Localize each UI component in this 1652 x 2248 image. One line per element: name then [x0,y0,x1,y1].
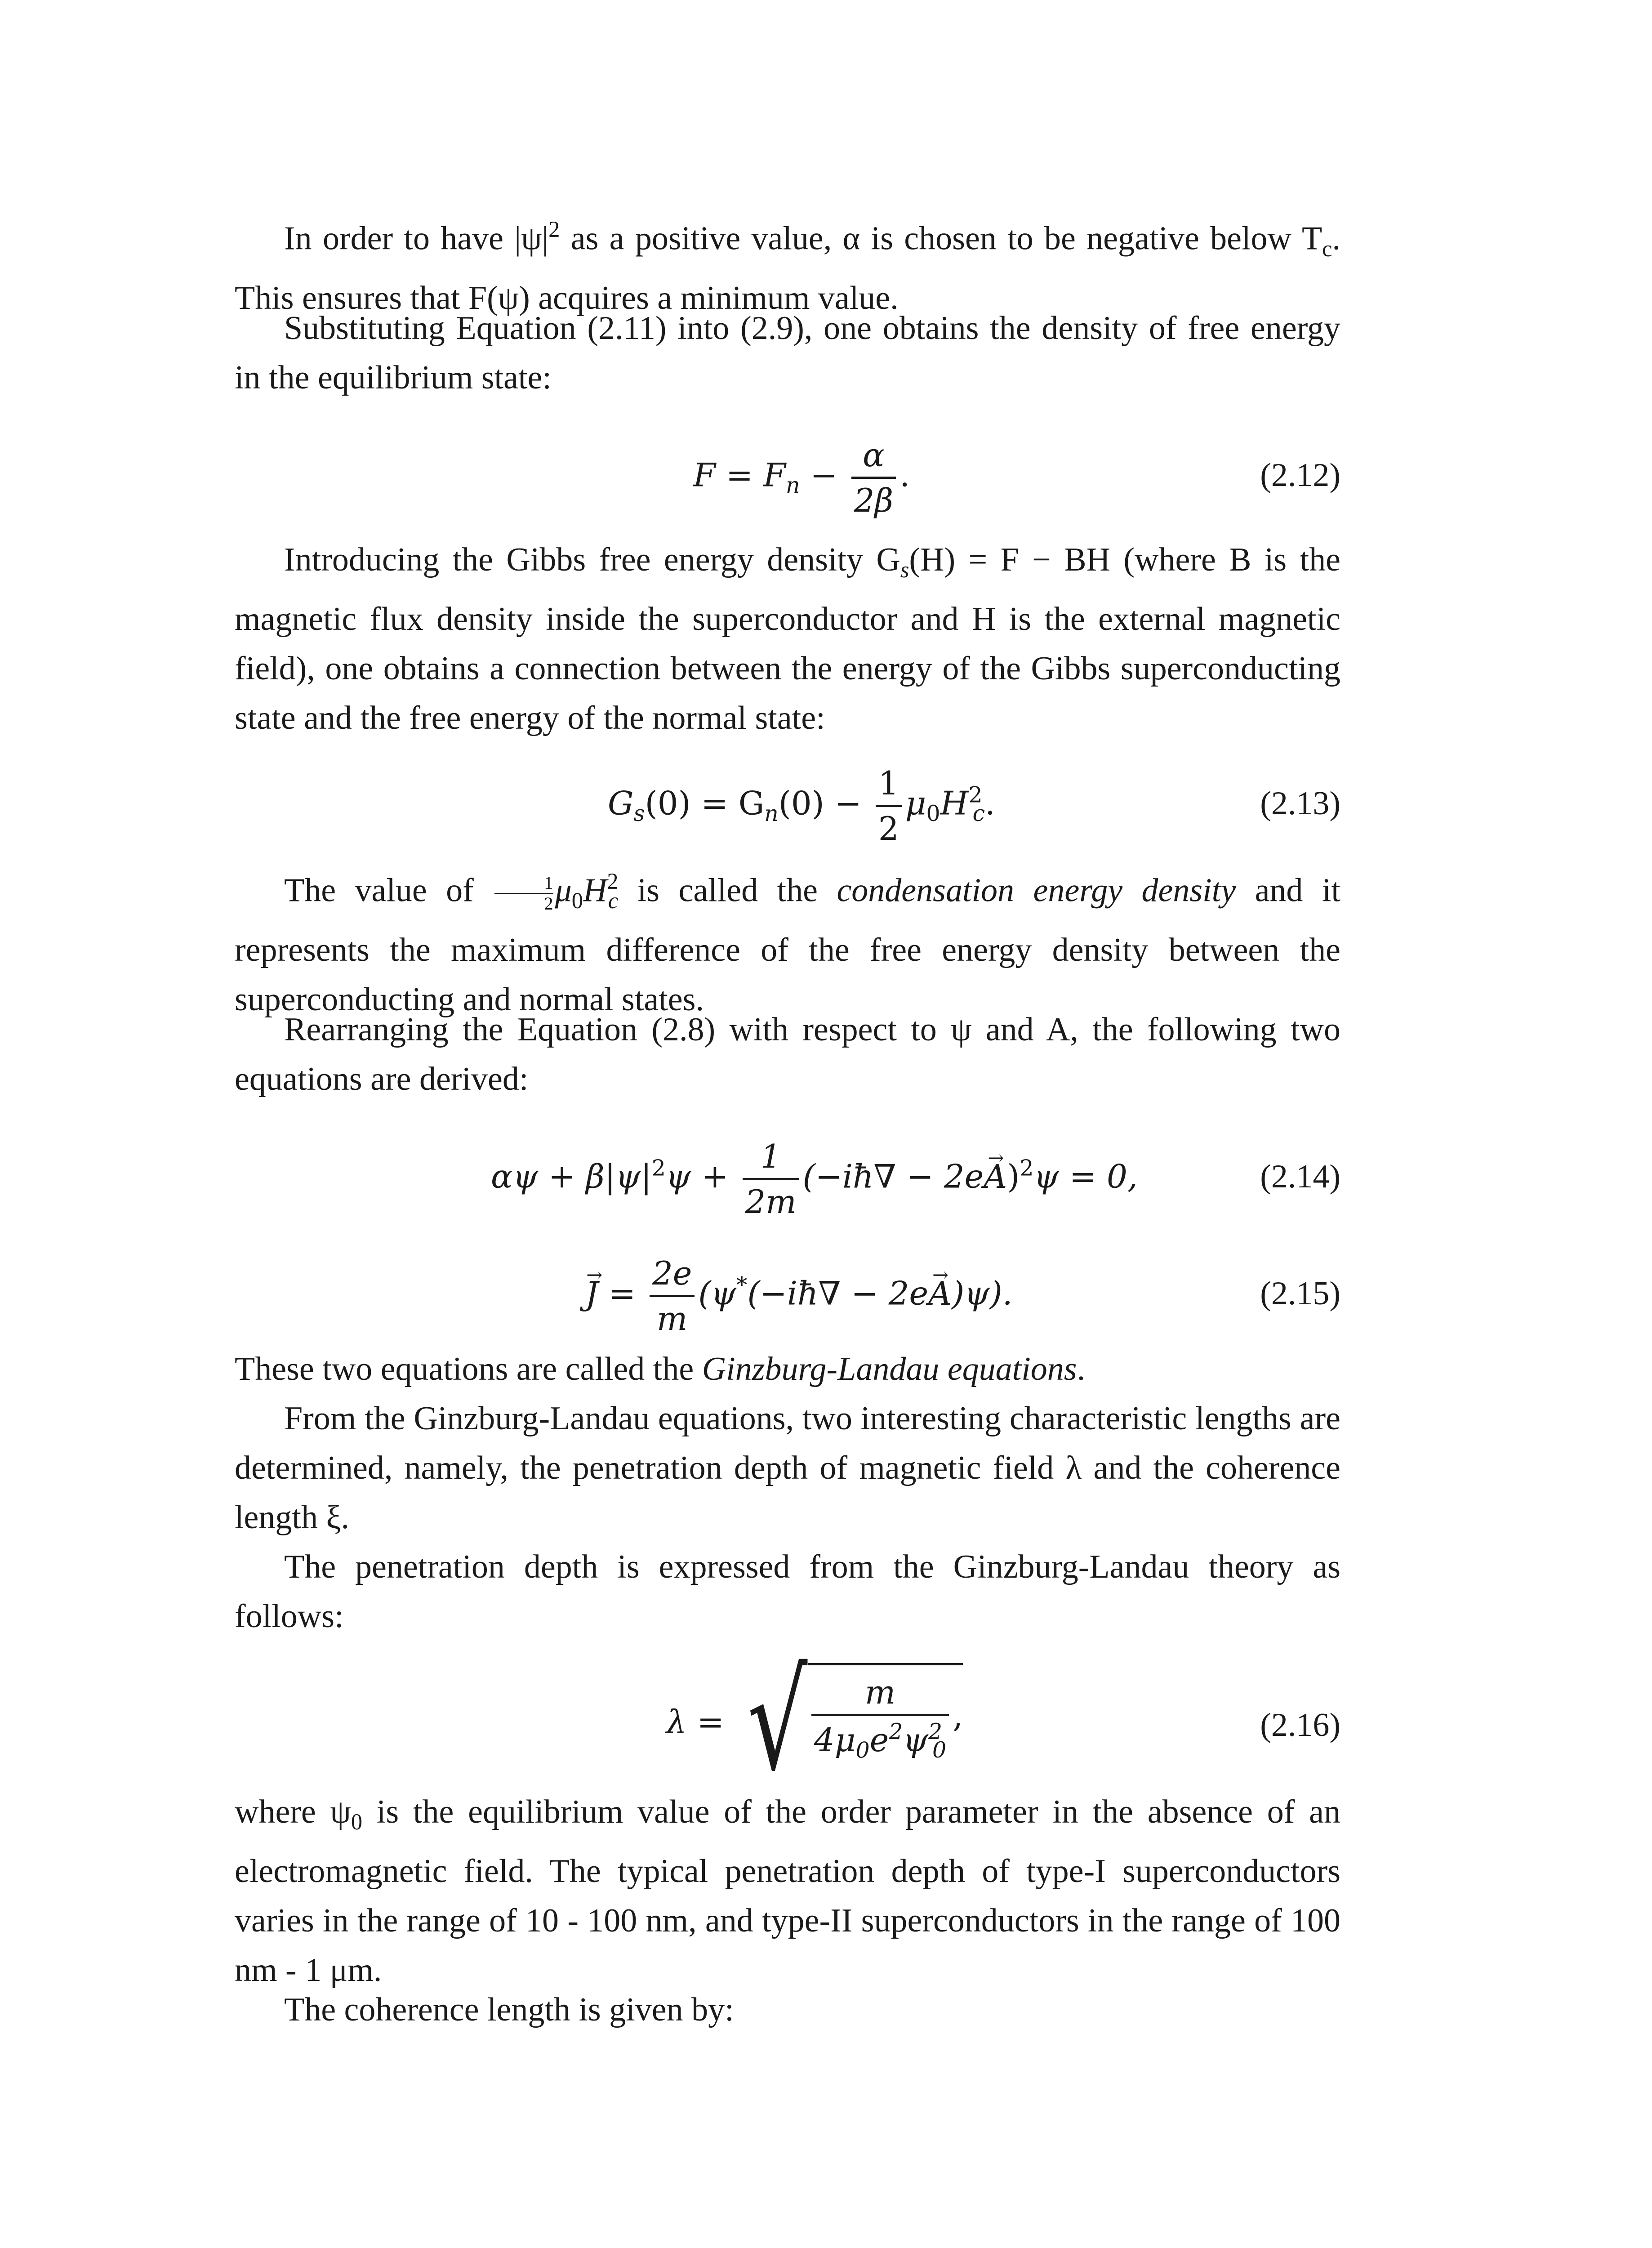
text: In order to have |ψ| [284,220,549,257]
text: as a positive value, α is chosen to be negative below T [560,220,1322,257]
math-text: . [899,456,910,494]
math-text: (0) = G [645,784,765,822]
fraction [811,1673,949,1763]
paragraph-gibbs [235,535,1340,743]
numerator: α [863,436,885,474]
text: . This ensures that F(ψ) acquires a minimum value. [235,220,1340,317]
numerator: m [864,1673,896,1711]
fraction [743,1137,799,1221]
text: μ [555,872,572,909]
paragraph-penetration-range [235,1787,1340,1995]
math-text: G [608,784,634,822]
equation-body [585,1254,1013,1338]
numerator: 1 [544,873,553,893]
subscript: s [900,557,909,583]
math-text: , [953,1696,963,1735]
denominator: m [650,1295,695,1338]
subscript: n [786,473,800,499]
numerator: 2e [652,1254,692,1292]
subscript: 0 [926,801,940,827]
math-text: ψ [903,1721,928,1759]
math-text: ) [1007,1157,1020,1195]
vector-symbol: → A [984,1158,1007,1195]
text: These two equations are called the [235,1351,702,1387]
text: where ψ [235,1793,351,1830]
square-root [735,1643,963,1800]
superscript: 2 [928,1718,943,1744]
fraction [650,1254,695,1338]
superscript: 2 [1020,1155,1034,1181]
denominator: 2 [494,893,553,914]
superscript: 2 [548,217,560,242]
paragraph-substituting: Substituting Equation (2.11) into (2.9), one obtains the density of free energy in the equilibrium state: [235,310,1340,396]
equation-number: (2.12) [1260,457,1340,494]
math-text: = [598,1274,646,1312]
equation-2-15 [235,1254,1340,1353]
emphasis: condensation energy density [837,872,1236,909]
math-text: (−iħ∇ − 2e [747,1274,929,1312]
math-text: 4μ [814,1721,856,1759]
equation-2-13 [235,764,1340,854]
inline-fraction [494,874,553,913]
math-text: (−iħ∇ − 2e [802,1157,984,1195]
math-text: λ = [666,1703,735,1741]
paragraph-characteristic-lengths: From the Ginzburg-Landau equations, two interesting characteristic lengths are determined, namely, the penetration depth of magnetic field λ and the coherence length ξ. [235,1400,1340,1536]
subscript: n [764,801,779,827]
emphasis: Ginzburg-Landau equations [702,1351,1077,1387]
equation-number: (2.15) [1260,1275,1340,1312]
denominator [811,1714,949,1763]
text: The value of [284,872,493,909]
numerator: 1 [878,764,899,802]
equation-number: (2.16) [1260,1707,1340,1744]
math-text: H [940,784,969,822]
math-text: ψ = 0, [1033,1157,1138,1195]
fraction [876,764,902,847]
subscript: c [972,801,985,827]
math-text: . [984,784,995,822]
subscript: 0 [351,1809,363,1835]
subscript: 0 [855,1737,870,1763]
superscript: 2 [968,782,983,808]
equation-body [491,1137,1138,1221]
math-text: − [800,456,848,494]
paragraph-coherence-length: The coherence length is given by: [284,1991,734,2028]
paragraph-condensation-energy [235,856,1340,1024]
superscript: 2 [607,869,619,894]
text: is called the [618,872,837,909]
denominator: 2m [743,1178,799,1221]
equation-2-14 [235,1137,1340,1236]
radical-sign: √ [747,1643,808,1800]
subscript: 0 [571,888,583,913]
equation-body [666,1643,963,1800]
denominator: 2 [876,805,902,847]
subscript: 0 [932,1737,947,1763]
subscript: c [1322,236,1332,261]
paragraph-gl-equations [235,1344,1340,1394]
equation-body [693,436,910,519]
equation-2-12 [235,436,1340,535]
text: is the equilibrium value of the order parameter in the absence of an electromagnetic field. The typical penetration depth of type-I superconductors varies in the range of 10 - 100 nm, and type-II superconductors in the range of 100 nm - 1 μm. [235,1793,1340,1989]
text: Introducing the Gibbs free energy density G [284,541,900,578]
superscript: 2 [651,1155,666,1181]
subscript: s [633,801,645,827]
superscript: * [736,1272,748,1298]
math-text: (0) − [778,784,872,822]
math-text: (ψ [698,1274,736,1312]
vector-symbol: → J [585,1275,598,1312]
equation-number: (2.14) [1260,1158,1340,1195]
math-text: μ [905,784,926,822]
radicand [808,1663,963,1763]
superscript: 2 [889,1718,903,1744]
numerator: 1 [760,1137,781,1175]
paragraph-rearranging: Rearranging the Equation (2.8) with respect to ψ and A, the following two equations are derived: [235,1011,1340,1097]
paragraph-penetration-depth: The penetration depth is expressed from the Ginzburg-Landau theory as follows: [235,1548,1340,1635]
math-text: F = F [693,456,786,494]
vector-symbol: → A [928,1275,952,1312]
equation-2-16 [235,1643,1340,1800]
denominator: 2β [851,477,896,519]
math-text: )ψ). [952,1274,1013,1312]
equation-number: (2.13) [1260,785,1340,822]
math-text: αψ + β|ψ| [491,1157,652,1195]
text: and it represents the maximum difference of the free energy density between the superconducting and normal states. [235,872,1340,1018]
math-text: ψ + [665,1157,739,1195]
text: . [1077,1351,1086,1387]
math-text: e [869,1721,889,1759]
subscript: c [608,888,619,913]
fraction [851,436,896,519]
text: H [583,872,607,909]
text: (H) = F − BH (where B is the magnetic flux density inside the superconductor and H is the external magnetic field), one obtains a connection between the energy of the Gibbs superconducting state and the free energy of the normal state: [235,541,1340,737]
equation-body [608,764,995,847]
